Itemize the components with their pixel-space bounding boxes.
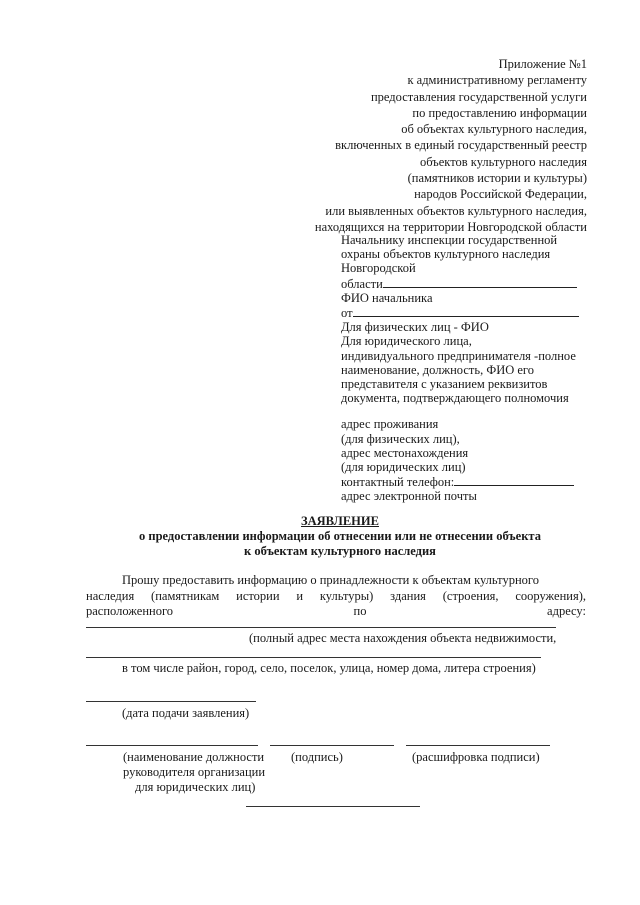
- appendix-line: включенных в единый государственный реестр: [335, 138, 587, 153]
- phone-label: контактный телефон:: [341, 475, 455, 490]
- addressee-line: Для физических лиц - ФИО: [341, 320, 489, 335]
- addressee-line: охраны объектов культурного наследия: [341, 247, 551, 262]
- address-blank-line-2[interactable]: [86, 657, 541, 658]
- word: культуры): [319, 588, 374, 603]
- title-main: ЗАЯВЛЕНИЕ: [301, 514, 379, 528]
- addressee-phone-row: [341, 474, 591, 489]
- addressee-line: Новгородской: [341, 261, 416, 276]
- word: адресу:: [547, 604, 586, 618]
- word: (памятникам: [151, 588, 220, 603]
- phone-blank-line[interactable]: [454, 474, 574, 486]
- paragraph-line: [86, 589, 586, 605]
- appendix-line: по предоставлению информации: [412, 105, 587, 120]
- address-blank-line[interactable]: [86, 627, 556, 628]
- decoding-caption: (расшифровка подписи): [412, 750, 540, 764]
- paragraph-line: Прошу предоставить информацию о принадлежности к объектам культурного: [122, 573, 539, 587]
- appendix-line: об объектах культурного наследия,: [401, 122, 587, 137]
- full-address-caption: (полный адрес места нахождения объекта недвижимости,: [249, 631, 557, 645]
- addressee-line: наименование, должность, ФИО его: [341, 362, 534, 377]
- position-caption: для юридических лиц): [135, 780, 256, 794]
- addressee-line: ФИО начальника: [341, 290, 433, 305]
- from-label: от: [341, 306, 353, 321]
- addressee-line: Начальнику инспекции государственной: [341, 233, 558, 247]
- word: расположенного: [86, 604, 174, 618]
- appendix-line: народов Российской Федерации,: [414, 187, 587, 202]
- word: по: [353, 604, 367, 618]
- from-blank-line[interactable]: [353, 305, 579, 317]
- addressee-line: адрес местонахождения: [341, 445, 469, 460]
- word: (строения,: [442, 588, 499, 603]
- signature-blank-line[interactable]: [270, 745, 394, 746]
- addressee-line: адрес электронной почты: [341, 489, 477, 504]
- decoding-blank-line[interactable]: [406, 745, 550, 746]
- addressee-region-row: [341, 276, 591, 291]
- document-title: [60, 514, 620, 559]
- title-subline: о предоставлении информации об отнесении или не отнесении объекта: [139, 529, 541, 543]
- paragraph-line: [86, 604, 586, 620]
- appendix-header: [315, 56, 587, 235]
- word: и: [296, 588, 304, 603]
- word: наследия: [86, 588, 135, 603]
- addressee-line: адрес проживания: [341, 417, 439, 432]
- region-blank-line[interactable]: [383, 276, 577, 288]
- address-detail-caption: в том числе район, город, село, поселок, улица, номер дома, литера строения): [122, 661, 536, 675]
- addressee-block: [341, 233, 591, 504]
- request-paragraph: [86, 573, 586, 620]
- word: истории: [236, 588, 280, 603]
- word: сооружения),: [515, 588, 586, 603]
- date-caption: (дата подачи заявления): [122, 706, 250, 720]
- addressee-line: индивидуального предпринимателя -полное: [341, 348, 576, 363]
- addressee-line: документа, подтверждающего полномочия: [341, 391, 569, 406]
- addressee-line: (для юридических лиц): [341, 460, 466, 475]
- addressee-region-label: области: [341, 276, 383, 291]
- date-blank-line[interactable]: [86, 701, 256, 702]
- addressee-line: (для физических лиц),: [341, 431, 460, 446]
- appendix-line: (памятников истории и культуры): [407, 171, 587, 186]
- position-caption: (наименование должности: [123, 750, 265, 764]
- title-subline: к объектам культурного наследия: [244, 544, 436, 558]
- appendix-line: Приложение №1: [498, 57, 587, 71]
- appendix-line: предоставления государственной услуги: [370, 89, 587, 104]
- position-caption: руководителя организации: [123, 765, 266, 779]
- appendix-line: к административному регламенту: [407, 73, 587, 88]
- addressee-line: Для юридического лица,: [341, 334, 472, 349]
- word: здания: [390, 588, 426, 603]
- addressee-line: представителя с указанием реквизитов: [341, 377, 548, 392]
- extra-blank-line[interactable]: [246, 806, 420, 807]
- appendix-line: находящихся на территории Новгородской области: [314, 219, 587, 234]
- appendix-line: или выявленных объектов культурного наследия,: [325, 203, 587, 218]
- position-blank-line[interactable]: [86, 745, 258, 746]
- appendix-line: объектов культурного наследия: [420, 154, 587, 169]
- signature-caption: (подпись): [291, 750, 343, 764]
- addressee-from-row: [341, 305, 591, 320]
